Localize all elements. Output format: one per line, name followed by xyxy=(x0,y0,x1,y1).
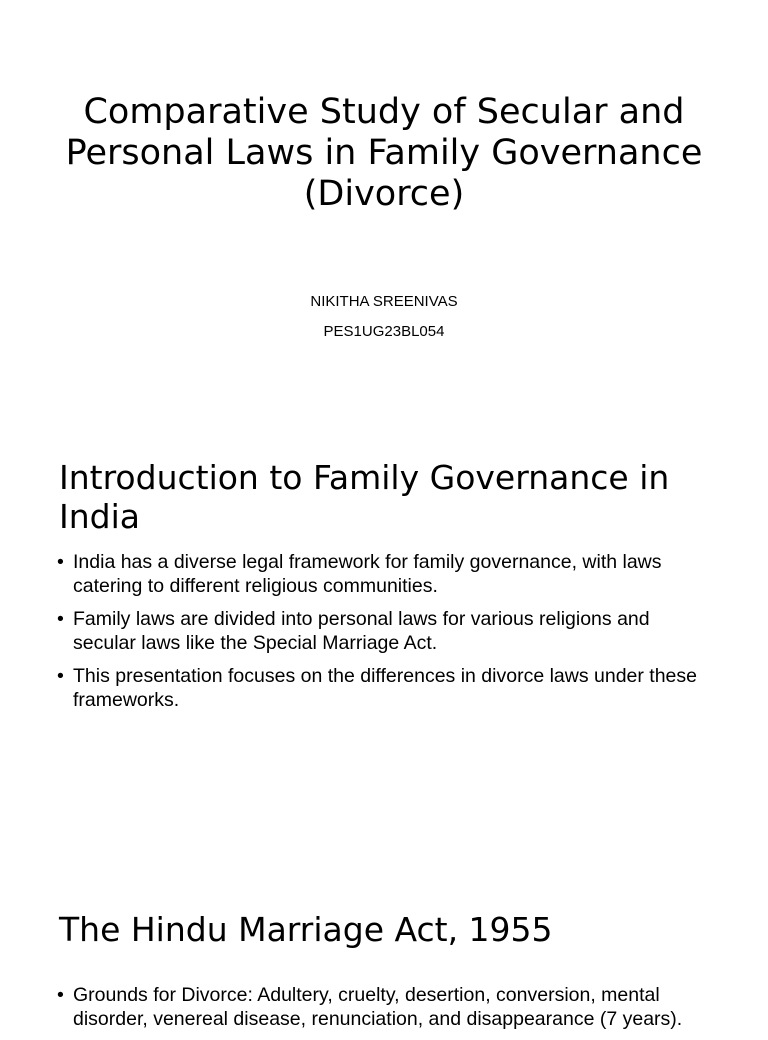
bullet-dot: • xyxy=(57,665,64,687)
bullet-text: This presentation focuses on the differences in divorce laws under these frameworks. xyxy=(73,665,697,711)
bullet-list xyxy=(57,550,717,721)
intro-slide xyxy=(0,432,768,864)
bullet-text: Family laws are divided into personal laws for various religions and secular laws like the Special Marriage Act. xyxy=(73,608,650,654)
bullet-item xyxy=(57,607,717,655)
bullet-item xyxy=(57,550,717,598)
bullet-dot: • xyxy=(57,608,64,630)
bullet-dot: • xyxy=(57,984,64,1006)
title-slide xyxy=(0,0,768,432)
bullet-text: India has a diverse legal framework for family governance, with laws catering to different religious communities. xyxy=(73,551,662,597)
hindu-marriage-act-slide xyxy=(0,864,768,1030)
bullet-item xyxy=(57,664,717,712)
bullet-dot: • xyxy=(57,551,64,573)
bullet-list xyxy=(57,983,717,1040)
author-name: NIKITHA SREENIVAS xyxy=(310,293,458,310)
presentation-title: Comparative Study of Secular and Personal Laws in Family Governance (Divorce) xyxy=(65,92,703,214)
slide-heading: Introduction to Family Governance in India xyxy=(59,458,670,536)
bullet-text: Grounds for Divorce: Adultery, cruelty, desertion, conversion, mental disorder, venereal disease, renunciation, and disappearance (7 years). xyxy=(73,984,683,1030)
slide-heading: The Hindu Marriage Act, 1955 xyxy=(59,910,553,949)
student-id: PES1UG23BL054 xyxy=(323,323,445,340)
